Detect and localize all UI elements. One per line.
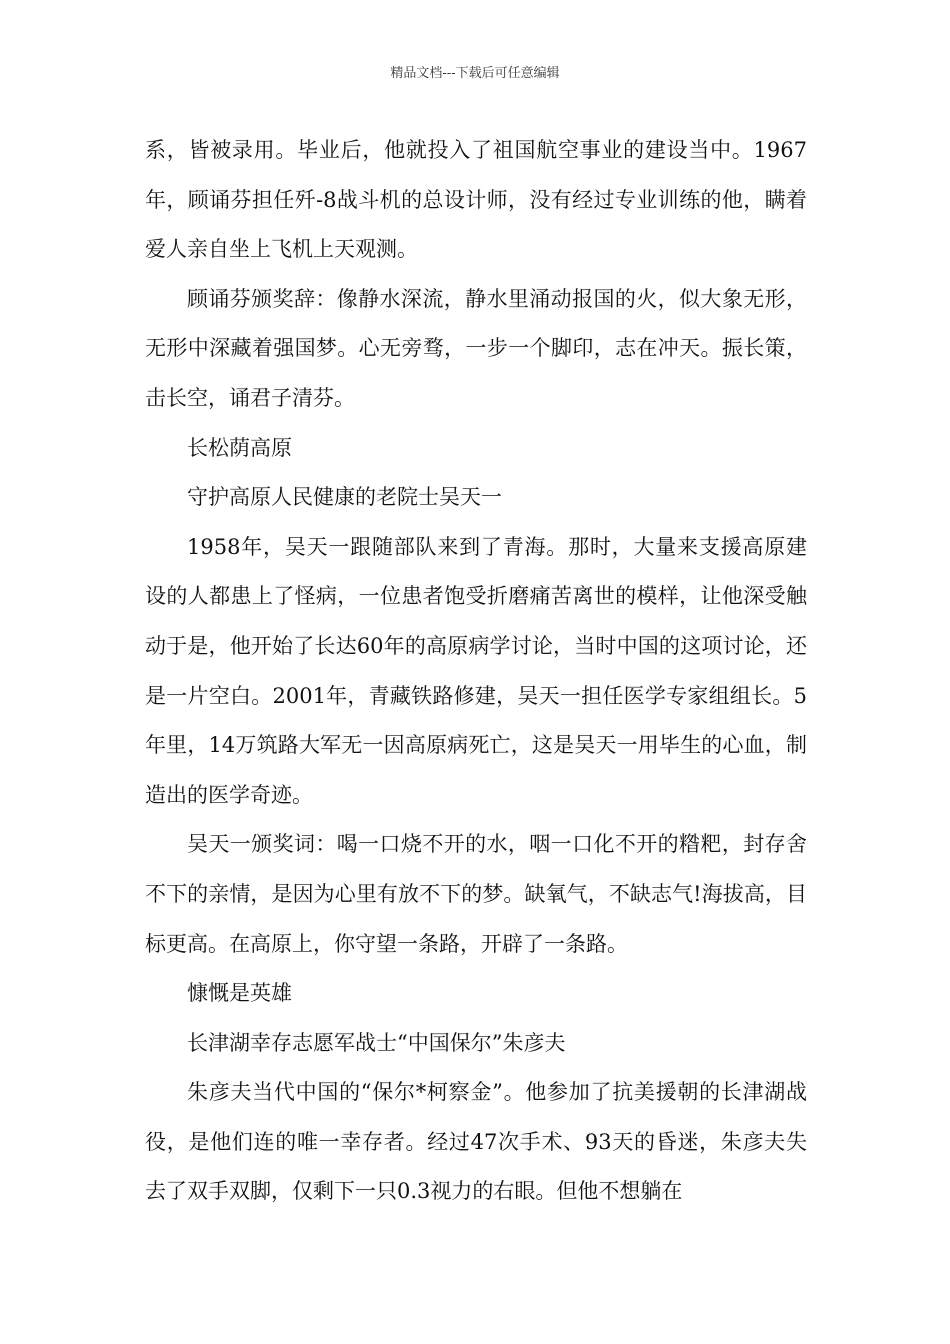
paragraph-gu-songfen-citation: 顾诵芬颁奖辞：像静水深流，静水里涌动报国的火，似大象无形，无形中深藏着强国梦。心无旁骛，一步一个脚印，志在冲天。振长策，击长空，诵君子清芬。 (145, 286, 807, 410)
section-subheading-wu-tianyi: 守护高原人民健康的老院士吴天一 (187, 485, 502, 510)
section-subheading-zhu-yanfu: 长津湖幸存志愿军战士“中国保尔”朱彦夫 (187, 1030, 566, 1055)
paragraph-wu-tianyi-story: 1958年，吴天一跟随部队来到了青海。那时，大量来支援高原建设的人都患上了怪病，一位患者饱受折磨痛苦离世的模样，让他深受触动于是，他开始了长达60年的高原病学讨论，当时中国的这项讨论，还是一片空白。2001年，青藏铁路修建，吴天一担任医学专家组组长。5年里，14万筑路大军无一因高原病死亡，这是吴天一用毕生的心血，制造出的医学奇迹。 (145, 534, 807, 807)
paragraph-wu-tianyi-citation: 吴天一颁奖词：喝一口烧不开的水，咽一口化不开的糌粑，封存舍不下的亲情，是因为心里有放不下的梦。缺氧气，不缺志气!海拔高，目标更高。在高原上，你守望一条路，开辟了一条路。 (145, 832, 807, 956)
paragraph-zhu-yanfu-story: 朱彦夫当代中国的“保尔*柯察金”。他参加了抗美援朝的长津湖战役，是他们连的唯一幸存者。经过47次手术、93天的昏迷，朱彦夫失去了双手双脚，仅剩下一只0.3视力的右眼。但他不想躺在 (145, 1080, 807, 1204)
paragraph-gu-songfen-career: 系，皆被录用。毕业后，他就投入了祖国航空事业的建设当中。1967年，顾诵芬担任歼-8战斗机的总设计师，没有经过专业训练的他，瞒着爱人亲自坐上飞机上天观测。 (145, 138, 807, 262)
section-heading-plateau: 长松荫高原 (187, 435, 292, 460)
section-heading-hero: 慷慨是英雄 (187, 981, 292, 1006)
page-header: 精品文档---下载后可任意编辑 (390, 66, 560, 81)
document-body (145, 126, 807, 1217)
